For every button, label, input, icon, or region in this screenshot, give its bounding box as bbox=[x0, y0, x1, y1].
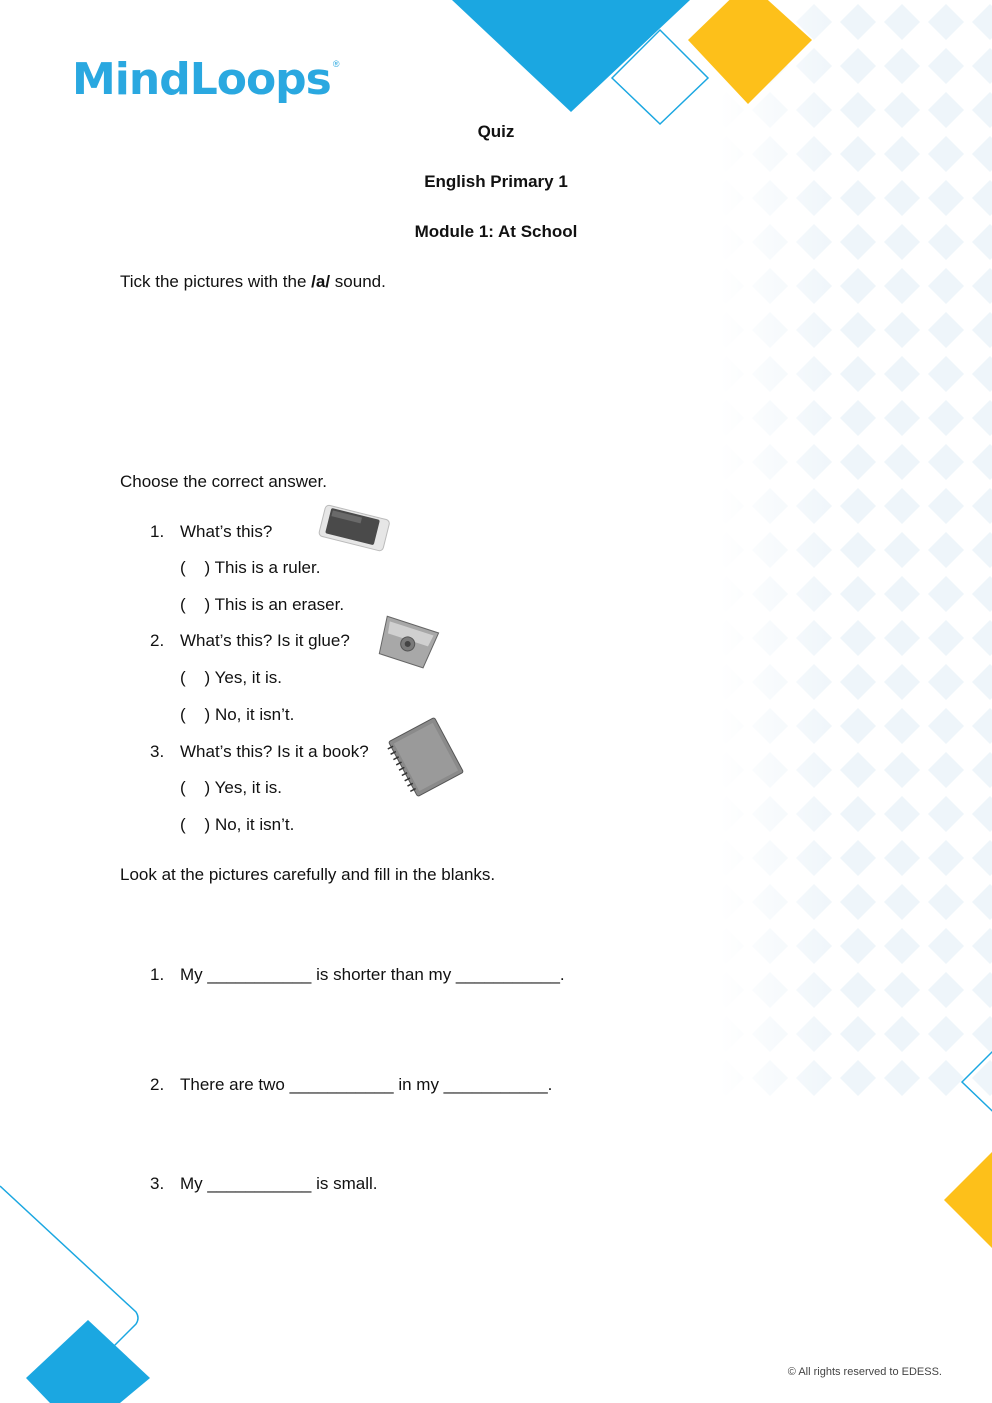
subject-title: English Primary 1 bbox=[424, 172, 568, 191]
registered-mark: ® bbox=[332, 59, 340, 69]
question-number: 2. bbox=[150, 631, 165, 650]
outline-diamond-shape bbox=[612, 30, 708, 124]
section3-instruction: Look at the pictures carefully and fill in the blanks. bbox=[120, 865, 496, 884]
diamond-pattern bbox=[720, 0, 992, 1100]
brand-logo bbox=[72, 52, 340, 108]
question-number: 1. bbox=[150, 522, 165, 541]
fill-blank-sentence[interactable]: There are two ___________ in my ___________. bbox=[180, 1075, 553, 1094]
question-text: What’s this? Is it a book? bbox=[180, 742, 369, 761]
answer-option[interactable]: ( ) No, it isn’t. bbox=[180, 705, 295, 724]
eraser-icon bbox=[315, 502, 393, 556]
item-number: 1. bbox=[150, 965, 165, 984]
yellow-diamond-shape bbox=[688, 0, 812, 104]
answer-option[interactable]: ( ) No, it isn’t. bbox=[180, 815, 295, 834]
blue-diamond-bottom-shape bbox=[26, 1320, 150, 1403]
notebook-icon bbox=[386, 716, 466, 798]
brand-name: MindLoops bbox=[72, 54, 331, 105]
answer-option[interactable]: ( ) This is an eraser. bbox=[180, 595, 345, 614]
sharpener-icon bbox=[372, 610, 444, 676]
module-title: Module 1: At School bbox=[414, 222, 578, 241]
item-number: 2. bbox=[150, 1075, 165, 1094]
section1-instruction: Tick the pictures with the /a/ sound. bbox=[120, 272, 386, 291]
quiz-title: Quiz bbox=[477, 122, 515, 141]
answer-option[interactable]: ( ) Yes, it is. bbox=[180, 668, 283, 687]
question-text: What’s this? Is it glue? bbox=[180, 631, 350, 650]
answer-option[interactable]: ( ) Yes, it is. bbox=[180, 778, 283, 797]
fill-blank-sentence[interactable]: My ___________ is shorter than my ___________. bbox=[180, 965, 565, 984]
copyright-footer: © All rights reserved to EDESS. bbox=[787, 1366, 942, 1378]
answer-option[interactable]: ( ) This is a ruler. bbox=[180, 558, 321, 577]
fill-blank-sentence[interactable]: My ___________ is small. bbox=[180, 1174, 378, 1193]
item-number: 3. bbox=[150, 1174, 165, 1193]
section2-instruction: Choose the correct answer. bbox=[120, 472, 327, 491]
question-text: What’s this? bbox=[180, 522, 273, 541]
yellow-diamond-right-shape bbox=[944, 1134, 992, 1266]
question-number: 3. bbox=[150, 742, 165, 761]
blue-triangle-shape bbox=[452, 0, 690, 112]
